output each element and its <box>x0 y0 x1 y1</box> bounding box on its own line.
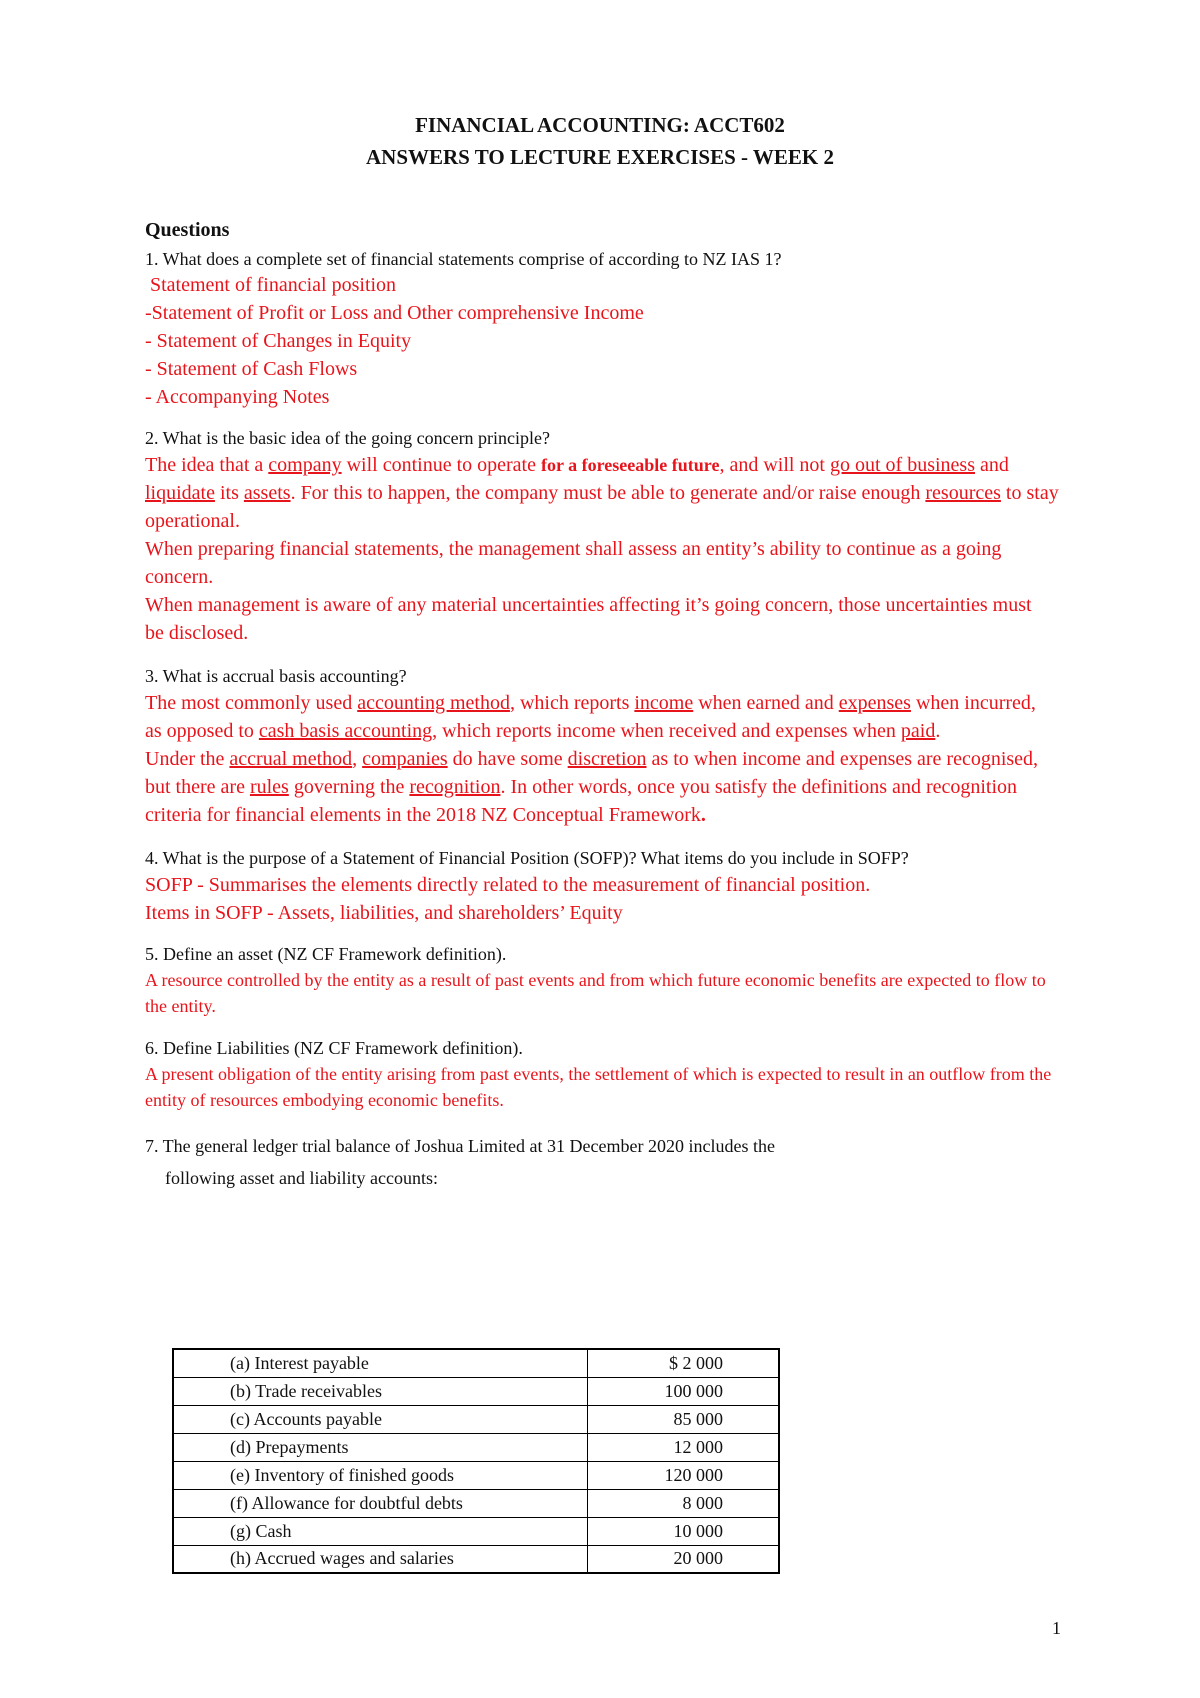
link-companies[interactable]: companies <box>362 748 448 770</box>
table-row <box>173 1517 779 1545</box>
answer-2 <box>145 451 1060 647</box>
account-amount: $ 2 000 <box>588 1349 779 1377</box>
question-7-cont: following asset and liability accounts: <box>165 1168 438 1188</box>
answer-3-para: Under the accrual method, companies do have some discretion as to when income and expenses are recognised, but there are rules governing the recognition. In other words, once you satisfy the definitions and recognition criteria for financial elements in the 2018 NZ Conceptual Framework. <box>145 748 1039 826</box>
page-number: 1 <box>1052 1618 1061 1638</box>
table-row <box>173 1349 779 1377</box>
account-amount: 12 000 <box>588 1433 779 1461</box>
account-label: (b) Trade receivables <box>173 1377 588 1405</box>
table-row <box>173 1433 779 1461</box>
link-discretion[interactable]: discretion <box>567 748 647 770</box>
link-accounting-method[interactable]: accounting method <box>357 692 510 714</box>
answer-1-item: Statement of financial position <box>145 274 397 296</box>
questions-body <box>145 246 1075 1191</box>
account-amount: 85 000 <box>588 1405 779 1433</box>
account-label: (c) Accounts payable <box>173 1405 588 1433</box>
answer-2-para: When management is aware of any material uncertainties affecting it’s going concern, those uncertainties must be disclosed. <box>145 594 1032 644</box>
question-1: 1. What does a complete set of financial statements comprise of according to NZ IAS 1? <box>145 249 782 269</box>
link-paid[interactable]: paid <box>900 720 936 742</box>
question-7: 7. The general ledger trial balance of Joshua Limited at 31 December 2020 includes the <box>145 1136 775 1156</box>
link-cash-basis-accounting[interactable]: cash basis accounting <box>258 720 433 742</box>
answer-4-line: SOFP - Summarises the elements directly related to the measurement of financial position. <box>145 874 871 896</box>
account-label: (g) Cash <box>173 1517 588 1545</box>
account-label: (f) Allowance for doubtful debts <box>173 1489 588 1517</box>
answer-4-line: Items in SOFP - Assets, liabilities, and shareholders’ Equity <box>145 902 623 924</box>
link-income[interactable]: income <box>634 692 694 714</box>
link-resources[interactable]: resources <box>925 482 1001 504</box>
answer-5: A resource controlled by the entity as a result of past events and from which future economic benefits are expected to flow to the entity. <box>145 970 1046 1016</box>
question-3: 3. What is accrual basis accounting? <box>145 666 407 686</box>
table-row <box>173 1461 779 1489</box>
questions-heading: Questions <box>145 219 230 241</box>
answer-2-para: When preparing financial statements, the management shall assess an entity’s ability to continue as a going concern. <box>145 538 1002 588</box>
link-company[interactable]: company <box>268 454 342 476</box>
link-accrual-method[interactable]: accrual method <box>229 748 353 770</box>
link-go-out-of-business[interactable]: go out of business <box>829 454 975 476</box>
question-5: 5. Define an asset (NZ CF Framework definition). <box>145 944 507 964</box>
answer-1-item: - Statement of Changes in Equity <box>145 330 412 352</box>
account-amount: 10 000 <box>588 1517 779 1545</box>
answer-6: A present obligation of the entity arising from past events, the settlement of which is expected to result in an outflow from the entity of resources embodying economic benefits. <box>145 1064 1052 1110</box>
trial-balance-table <box>172 1348 780 1574</box>
answer-1 <box>145 271 1075 411</box>
answer-3-para: The most commonly used accounting method, which reports income when earned and expenses when incurred, as opposed to cash basis accounting, which reports income when received and expenses when paid. <box>145 692 1036 742</box>
account-label: (h) Accrued wages and salaries <box>173 1545 588 1573</box>
link-liquidate[interactable]: liquidate <box>145 482 215 504</box>
account-label: (a) Interest payable <box>173 1349 588 1377</box>
account-amount: 120 000 <box>588 1461 779 1489</box>
table-row <box>173 1377 779 1405</box>
document-title: FINANCIAL ACCOUNTING: ACCT602 <box>415 113 785 137</box>
answer-1-item: -Statement of Profit or Loss and Other comprehensive Income <box>145 302 644 324</box>
answer-1-item: - Accompanying Notes <box>145 386 330 408</box>
account-amount: 8 000 <box>588 1489 779 1517</box>
table-row <box>173 1545 779 1573</box>
link-rules[interactable]: rules <box>249 776 289 798</box>
question-4: 4. What is the purpose of a Statement of Financial Position (SOFP)? What items do you include in SOFP? <box>145 848 909 868</box>
table-row <box>173 1489 779 1517</box>
account-amount: 20 000 <box>588 1545 779 1573</box>
question-6: 6. Define Liabilities (NZ CF Framework definition). <box>145 1038 523 1058</box>
link-recognition[interactable]: recognition <box>409 776 501 798</box>
account-label: (d) Prepayments <box>173 1433 588 1461</box>
answer-3 <box>145 689 1050 829</box>
link-expenses[interactable]: expenses <box>838 692 911 714</box>
account-label: (e) Inventory of finished goods <box>173 1461 588 1489</box>
answer-2-para: The idea that a company will continue to operate for a foreseeable future, and will not go out of business and liquidate its assets. For this to happen, the company must be able to generate and/or raise enough resources to stay operational. <box>145 454 1059 532</box>
table-row <box>173 1405 779 1433</box>
answer-1-item: - Statement of Cash Flows <box>145 358 358 380</box>
question-2: 2. What is the basic idea of the going concern principle? <box>145 428 551 448</box>
document-subtitle: ANSWERS TO LECTURE EXERCISES - WEEK 2 <box>366 145 834 169</box>
answer-4 <box>145 871 1075 927</box>
link-assets[interactable]: assets <box>243 482 291 504</box>
account-amount: 100 000 <box>588 1377 779 1405</box>
